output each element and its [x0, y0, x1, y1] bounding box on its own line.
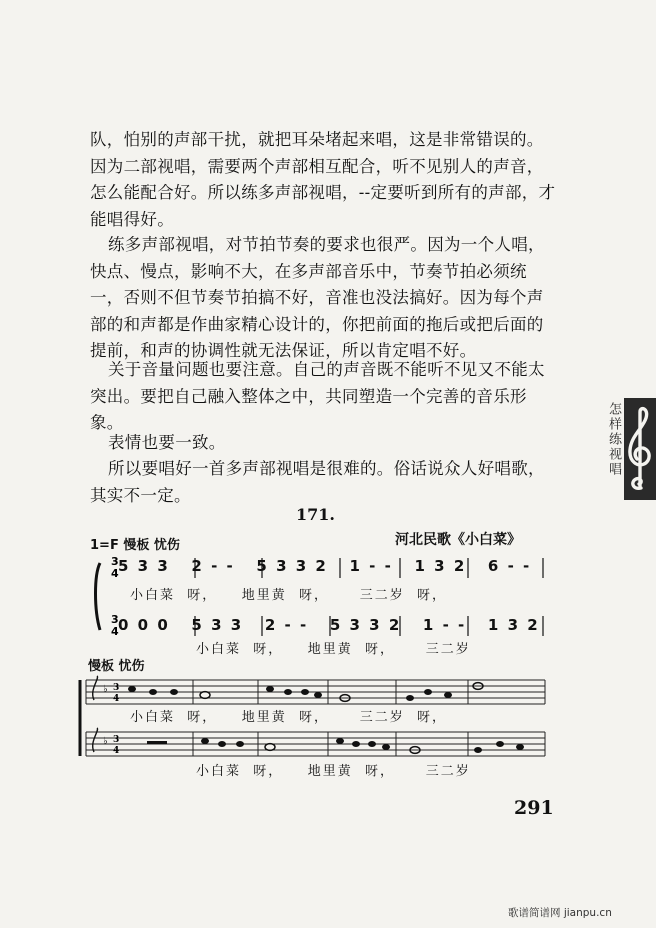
- staff-lyrics-upper: 小白菜 呀， 地里黄 呀， 三二岁 呀，: [130, 710, 447, 725]
- key-tempo-marking: 1=F 慢板 忧伤: [90, 538, 180, 553]
- jianpu-lower-voice: 0 0 0 5 3 3 2 - - 5 3 3 2 1 - - 1 3 2: [118, 616, 540, 634]
- piece-number: 171.: [296, 505, 335, 524]
- watermark-footer: 歌谱简谱网 jianpu.cn: [508, 907, 612, 919]
- paragraph-4: 表情也要一致。: [108, 433, 226, 452]
- page-number: 291: [514, 797, 554, 819]
- time-sig-bottom-lower: 4: [111, 625, 119, 638]
- time-sig-bottom-upper: 4: [111, 567, 119, 580]
- svg-text:4: 4: [113, 694, 120, 704]
- song-source: 河北民歌《小白菜》: [395, 532, 521, 548]
- side-tab-label: 怎样练视唱: [606, 402, 621, 477]
- time-sig-top-lower: 3: [111, 613, 119, 626]
- svg-text:♭: ♭: [103, 736, 108, 747]
- jianpu-lyrics-upper: 小白菜 呀， 地里黄 呀， 三二岁 呀，: [130, 588, 447, 603]
- svg-text:4: 4: [113, 746, 120, 756]
- jianpu-lyrics-lower: 小白菜 呀， 地里黄 呀， 三二岁: [196, 642, 471, 657]
- side-tab-label-area: [598, 398, 624, 500]
- staff-lyrics-lower: 小白菜 呀， 地里黄 呀， 三二岁: [196, 764, 471, 779]
- paragraph-3: 关于音量问题也要注意。自己的声音既不能听不见又不能太突出。要把自己融入整体之中，共同塑造一个完善的音乐形象。: [90, 360, 545, 432]
- paragraph-5: 所以要唱好一首多声部视唱是很难的。俗话说众人好唱歌，其实不一定。: [90, 459, 545, 505]
- svg-text:3: 3: [113, 683, 120, 693]
- paragraph-2: 练多声部视唱，对节拍节奏的要求也很严。因为一个人唱，快点、慢点，影响不大，在多声部音乐中，节奏节拍必须统一，否则不但节奏节拍搞不好，音准也没法搞好。因为每个声部的和声都是作曲家精心设计的，你把前面的拖后或把后面的提前，和声的协调性就无法保证，所以肯定唱不好。: [90, 235, 545, 360]
- chapter-side-tab: [598, 398, 656, 500]
- jianpu-upper-voice: 5 3 3 2 - - 5 3 3 2 1 - - 1 3 2 6 - -: [118, 557, 532, 575]
- time-sig-top-upper: 3: [111, 555, 119, 568]
- svg-text:3: 3: [113, 735, 120, 745]
- svg-text:♭: ♭: [103, 684, 108, 695]
- paragraph-1: 队，怕别的声部干扰，就把耳朵堵起来唱，这是非常错误的。因为二部视唱，需要两个声部相互配合，听不见别人的声音，怎么能配合好。所以练多声部视唱，--定要听到所有的声部，才能唱得好。: [90, 130, 556, 229]
- treble-clef-icon: [624, 404, 656, 494]
- staff-tempo-marking: 慢板 忧伤: [88, 659, 145, 674]
